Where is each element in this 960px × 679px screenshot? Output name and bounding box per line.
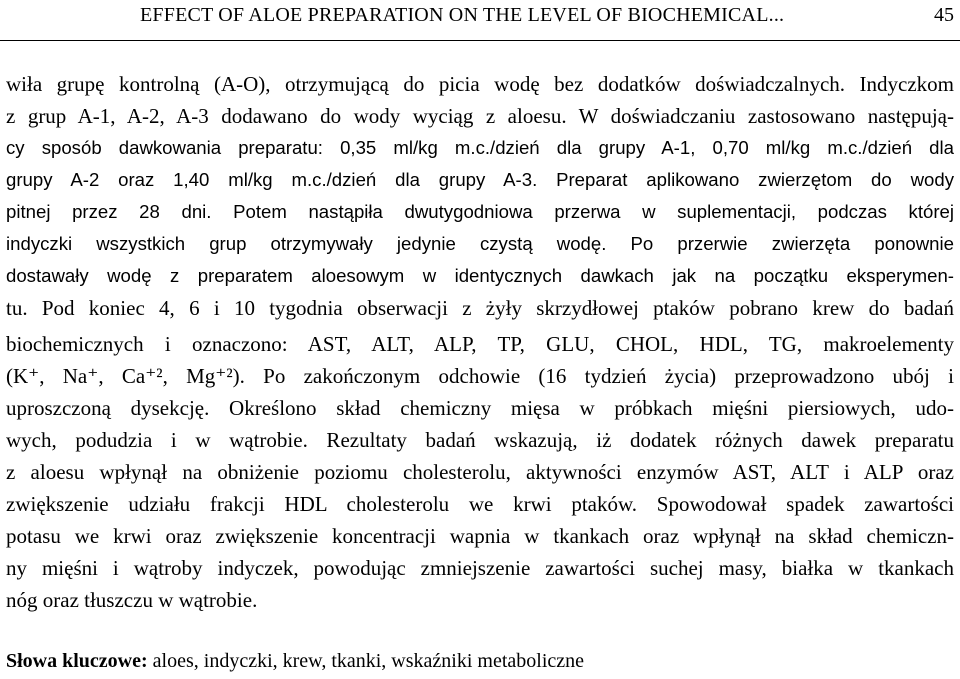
running-title: EFFECT OF ALOE PREPARATION ON THE LEVEL OF BIOCHEMICAL... bbox=[140, 4, 785, 26]
running-header bbox=[0, 0, 960, 41]
abstract-line: wiła grupę kontrolną (A-O), otrzymującą do picia wodę bez dodatków doświadczalnych. Indyczkom bbox=[6, 72, 954, 96]
page-number: 45 bbox=[934, 4, 954, 26]
abstract-line: wych, podudzia i w wątrobie. Rezultaty badań wskazują, iż dodatek różnych dawek preparatu bbox=[6, 428, 954, 452]
abstract-line: (K⁺, Na⁺, Ca⁺², Mg⁺²). Po zakończonym odchowie (16 tydzień życia) przeprowadzono ubój i bbox=[6, 364, 954, 388]
abstract-line: uproszczoną dysekcję. Określono skład chemiczny mięsa w próbkach mięśni piersiowych, udo- bbox=[6, 396, 954, 420]
abstract-line: ny mięśni i wątroby indyczek, powodując zmniejszenie zawartości suchej masy, białka w tkankach bbox=[6, 556, 954, 580]
abstract-line: indyczki wszystkich grup otrzymywały jedynie czystą wodę. Po przerwie zwierzęta ponownie bbox=[6, 233, 954, 254]
abstract-line: cy sposób dawkowania preparatu: 0,35 ml/kg m.c./dzień dla grupy A-1, 0,70 ml/kg m.c./dzień dla bbox=[6, 137, 954, 158]
abstract-line: dostawały wodę z preparatem aloesowym w identycznych dawkach jak na początku eksperymen- bbox=[6, 265, 954, 286]
abstract-line: biochemicznych i oznaczono: AST, ALT, ALP, TP, GLU, CHOL, HDL, TG, makroelementy bbox=[6, 332, 954, 356]
keywords-text: aloes, indyczki, krew, tkanki, wskaźniki metaboliczne bbox=[147, 650, 585, 672]
keywords-label: Słowa kluczowe: bbox=[6, 650, 148, 672]
abstract-line: grupy A-2 oraz 1,40 ml/kg m.c./dzień dla grupy A-3. Preparat aplikowano zwierzętom do wody bbox=[6, 169, 954, 190]
keywords bbox=[6, 650, 584, 673]
abstract-line: potasu we krwi oraz zwiększenie koncentracji wapnia w tkankach oraz wpłynął na skład chemiczn- bbox=[6, 524, 954, 548]
abstract-line: zwiększenie udziału frakcji HDL cholesterolu we krwi ptaków. Spowodował spadek zawartości bbox=[6, 492, 954, 516]
abstract-line: z grup A-1, A-2, A-3 dodawano do wody wyciąg z aloesu. W doświadczaniu zastosowano następują- bbox=[6, 104, 954, 128]
abstract-line: tu. Pod koniec 4, 6 i 10 tygodnia obserwacji z żyły skrzydłowej ptaków pobrano krew do badań bbox=[6, 296, 954, 320]
abstract-line: z aloesu wpłynął na obniżenie poziomu cholesterolu, aktywności enzymów AST, ALT i ALP oraz bbox=[6, 460, 954, 484]
abstract-line: pitnej przez 28 dni. Potem nastąpiła dwutygodniowa przerwa w suplementacji, podczas której bbox=[6, 201, 954, 222]
abstract-line: nóg oraz tłuszczu w wątrobie. bbox=[6, 588, 258, 612]
